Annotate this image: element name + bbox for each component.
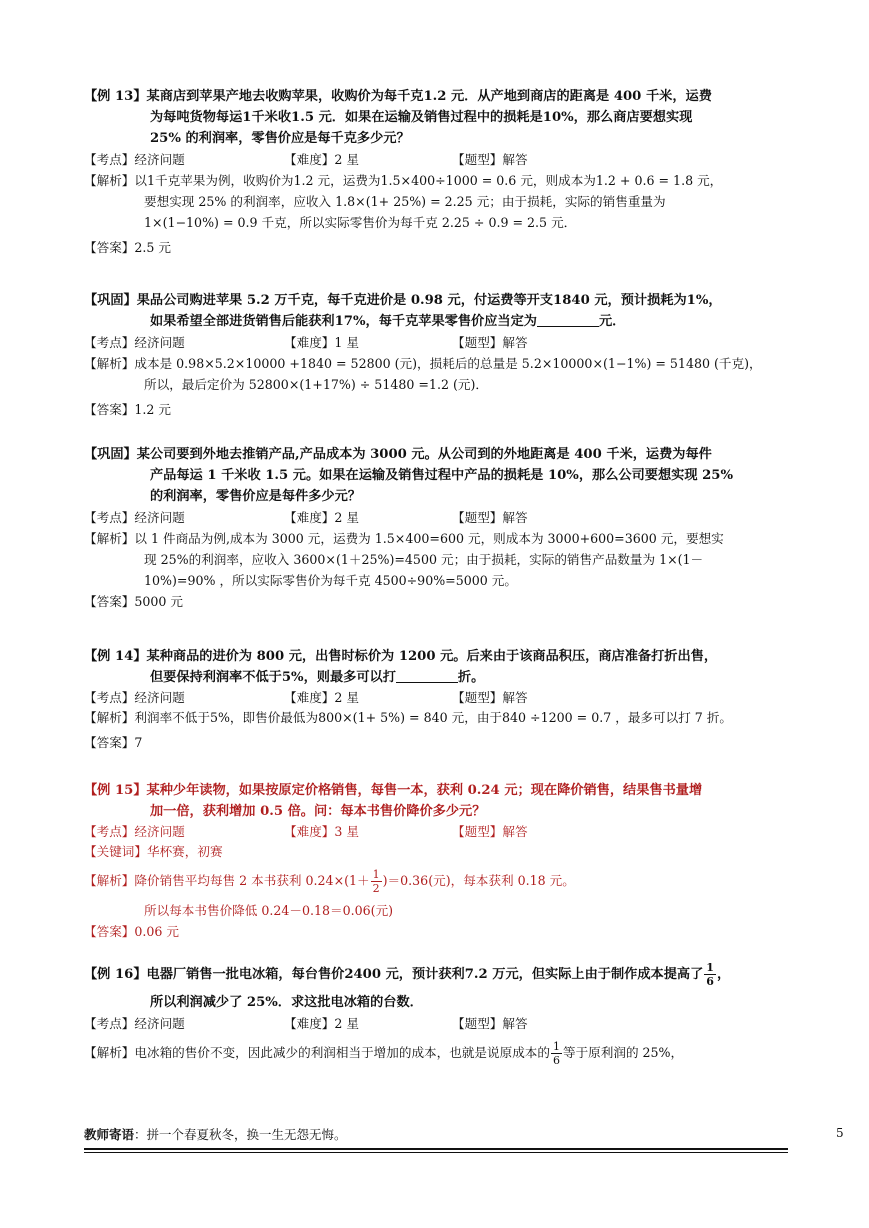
nandu-value: 2 星: [334, 152, 359, 167]
solution-text: 成本是 0.98×5.2×10000 +1840 = 52800 (元)，损耗后的总量是 5.2×10000×(1−1%) = 51480 (千克)，: [134, 356, 762, 371]
nandu-value: 2 星: [334, 510, 359, 525]
tixing-label: 【题型】: [452, 152, 503, 167]
solution-text: 1×(1−10%) = 0.9 千克，所以实际零售价为每千克 2.25 ÷ 0.9 = 2.5 元．: [144, 215, 577, 230]
nandu-value: 2 星: [334, 1016, 359, 1031]
kaodian-value: 经济问题: [134, 690, 185, 705]
example-16: [84, 958, 788, 1070]
footer-divider: [84, 1148, 788, 1150]
meta-row: [84, 822, 788, 841]
fraction-numerator: 1: [706, 961, 714, 974]
page-number: 5: [836, 1126, 844, 1140]
tixing-value: 解答: [502, 152, 528, 167]
fraction-numerator: 1: [552, 1040, 560, 1053]
jiexi-label: 【解析】: [84, 873, 135, 888]
nandu-label: 【难度】: [284, 510, 335, 525]
meta-row: [84, 149, 788, 170]
tixing-value: 解答: [502, 510, 528, 525]
nandu-label: 【难度】: [284, 1016, 335, 1031]
fraction-denominator: 6: [552, 1054, 560, 1067]
solution-text: )＝0.36(元)，每本获利 0.18 元。: [382, 873, 575, 888]
question-text: 元．: [598, 314, 626, 329]
question-text: 所以利润减少了 25%．求这批电冰箱的台数．: [150, 995, 423, 1010]
solution-text: 以1千克苹果为例，收购价为1.2 元，运费为1.5×400÷1000 = 0.6 元，则成本为1.2 + 0.6 = 1.8 元，: [134, 173, 723, 188]
solution-text: 现 25%的利润率，应收入 3600×(1＋25%)=4500 元；由于损耗，实际的销售产品数量为 1×(1－: [144, 552, 704, 567]
kaodian-label: 【考点】: [84, 510, 135, 525]
solution-text: 要想实现 25% 的利润率，应收入 1.8×(1+ 25%) = 2.25 元；由于损耗，实际的销售重量为: [144, 194, 666, 209]
jiexi-label: 【解析】: [84, 173, 135, 188]
jiexi-label: 【解析】: [84, 1045, 135, 1060]
tixing-label: 【题型】: [452, 1016, 503, 1031]
question-text: 某种商品的进价为 800 元，出售时标价为 1200 元。后来由于该商品积压，商店准备打折出售，: [146, 649, 718, 664]
practice-2: [84, 444, 788, 612]
example-15: [84, 780, 788, 942]
tixing-label: 【题型】: [452, 335, 503, 350]
fraction-denominator: 6: [706, 975, 714, 988]
answer-blank: [537, 312, 599, 327]
meta-row: [84, 507, 788, 528]
question-text: 果品公司购进苹果 5.2 万千克，每千克进价是 0.98 元，付运费等开支1840 元，预计损耗为1%，: [136, 293, 722, 308]
tixing-value: 解答: [502, 335, 528, 350]
tixing-value: 解答: [502, 824, 528, 839]
guanjianci-label: 【关键词】: [84, 844, 147, 859]
example-tag: 【例 16】: [84, 967, 147, 982]
daan-label: 【答案】: [84, 735, 135, 750]
nandu-value: 3 星: [334, 824, 359, 839]
kaodian-label: 【考点】: [84, 335, 135, 350]
nandu-value: 1 星: [334, 335, 359, 350]
question-text: 但要保持利润率不低于5%，则最多可以打: [150, 670, 396, 685]
question-text: ，: [716, 967, 731, 982]
footer-label: 教师寄语: [84, 1127, 135, 1142]
kaodian-label: 【考点】: [84, 690, 135, 705]
question-text: 某商店到苹果产地去收购苹果，收购价为每千克1.2 元．从产地到商店的距离是 400 千米，运费: [146, 89, 712, 104]
practice-1: [84, 290, 788, 420]
question-text: 加一倍，获利增加 0.5 倍。问：每本书售价降价多少元？: [150, 804, 486, 819]
kaodian-value: 经济问题: [134, 1016, 185, 1031]
example-tag: 【例 13】: [84, 89, 147, 104]
daan-label: 【答案】: [84, 594, 135, 609]
answer-value: 2.5 元: [134, 240, 172, 255]
question-text: 的利润率，零售价应是每件多少元？: [150, 489, 361, 504]
nandu-label: 【难度】: [284, 152, 335, 167]
question-text: 产品每运 1 千米收 1.5 元。如果在运输及销售过程中产品的损耗是 10%，那么公司要想实现 25%: [150, 468, 733, 483]
nandu-label: 【难度】: [284, 335, 335, 350]
question-text: 25% 的利润率，零售价应是每千克多少元？: [150, 131, 410, 146]
nandu-value: 2 星: [334, 690, 359, 705]
footer-divider: [84, 1152, 788, 1153]
solution-text: 所以每本书售价降低 0.24－0.18＝0.06(元): [144, 903, 394, 918]
question-text: 为每吨货物每运1千米收1.5 元．如果在运输及销售过程中的损耗是10%，那么商店要想实现: [150, 110, 693, 125]
jiexi-label: 【解析】: [84, 531, 135, 546]
fraction: [371, 868, 382, 895]
practice-tag: 【巩固】: [84, 293, 137, 308]
practice-tag: 【巩固】: [84, 447, 137, 462]
question-text: 某种少年读物，如果按原定价格销售，每售一本，获利 0.24 元；现在降价销售，结果售书量增: [146, 783, 703, 798]
solution-text: 所以，最后定价为 52800×(1+17%) ÷ 51480 =1.2 (元)．: [144, 377, 488, 392]
example-13: [84, 86, 788, 258]
solution-text: 电冰箱的售价不变，因此减少的利润相当于增加的成本，也就是说原成本的: [134, 1045, 550, 1060]
meta-row: [84, 688, 788, 707]
fraction: [704, 961, 716, 988]
fraction-numerator: 1: [372, 868, 380, 881]
footer-motto: ：拼一个春夏秋冬，换一生无怨无悔。: [134, 1127, 347, 1142]
tixing-label: 【题型】: [452, 824, 503, 839]
tixing-label: 【题型】: [452, 510, 503, 525]
solution-text: 利润率不低于5%，即售价最低为800×(1+ 5%) = 840 元，由于840 ÷1200 = 0.7 ，最多可以打 7 折。: [134, 710, 733, 725]
example-tag: 【例 15】: [84, 783, 147, 798]
nandu-label: 【难度】: [284, 824, 335, 839]
jiexi-label: 【解析】: [84, 356, 135, 371]
solution-text: 等于原利润的 25%，: [562, 1045, 684, 1060]
daan-label: 【答案】: [84, 924, 135, 939]
daan-label: 【答案】: [84, 402, 135, 417]
example-tag: 【例 14】: [84, 649, 147, 664]
kaodian-label: 【考点】: [84, 1016, 135, 1031]
solution-text: 降价销售平均每售 2 本书获利 0.24×(1＋: [134, 873, 370, 888]
answer-value: 0.06 元: [134, 924, 180, 939]
page-footer: [84, 1124, 788, 1144]
keywords-value: 华杯赛，初赛: [146, 844, 223, 859]
example-14: [84, 646, 788, 753]
meta-row: [84, 1013, 788, 1034]
answer-value: 7: [134, 735, 143, 750]
jiexi-label: 【解析】: [84, 710, 135, 725]
meta-row: [84, 332, 788, 353]
nandu-label: 【难度】: [284, 690, 335, 705]
tixing-value: 解答: [502, 1016, 528, 1031]
kaodian-value: 经济问题: [134, 824, 185, 839]
kaodian-value: 经济问题: [134, 510, 185, 525]
answer-value: 1.2 元: [134, 402, 172, 417]
question-text: 某公司要到外地去推销产品,产品成本为 3000 元。从公司到的外地距离是 400 千米，运费为每件: [136, 447, 712, 462]
kaodian-label: 【考点】: [84, 152, 135, 167]
question-text: 如果希望全部进货销售后能获利17%，每千克苹果零售价应当定为: [150, 314, 537, 329]
solution-text: 10%)=90% ，所以实际零售价为每千克 4500÷90%=5000 元。: [144, 573, 517, 588]
kaodian-label: 【考点】: [84, 824, 135, 839]
daan-label: 【答案】: [84, 240, 135, 255]
answer-value: 5000 元: [134, 594, 184, 609]
tixing-value: 解答: [502, 690, 528, 705]
fraction: [551, 1040, 562, 1067]
question-text: 电器厂销售一批电冰箱，每台售价2400 元，预计获利7.2 万元，但实际上由于制作成本提高了: [146, 967, 704, 982]
question-text: 折。: [457, 670, 485, 685]
kaodian-value: 经济问题: [134, 335, 185, 350]
fraction-denominator: 2: [372, 882, 380, 895]
kaodian-value: 经济问题: [134, 152, 185, 167]
solution-text: 以 1 件商品为例,成本为 3000 元，运费为 1.5×400=600 元，则成本为 3000+600=3600 元，要想实: [134, 531, 724, 546]
tixing-label: 【题型】: [452, 690, 503, 705]
answer-blank: [396, 668, 458, 683]
